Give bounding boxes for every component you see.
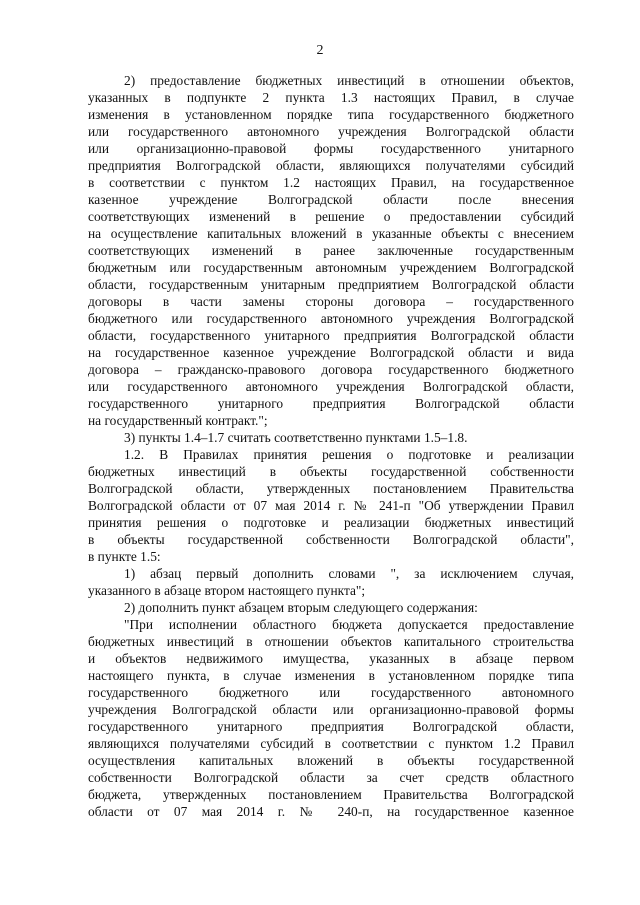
page-number: 2 [316, 43, 324, 58]
text-line: в пункте 1.5: [88, 549, 161, 564]
text-line: Волгоградской области от 07 мая 2014 г. № 241-п "Об утверждении Правил [88, 498, 574, 513]
text-line: собственности Волгоградской области за счет средств областного [88, 770, 574, 785]
text-line: и объектов недвижимого имущества, указанных в абзаце первом [88, 651, 574, 666]
text-line: государственного бюджетного или государственного автономного [88, 685, 574, 700]
document-body [88, 72, 574, 820]
text-line: казенное учреждение Волгоградской области после внесения [88, 192, 574, 207]
text-line: 2) дополнить пункт абзацем вторым следующего содержания: [124, 600, 478, 615]
text-line: в соответствии с пунктом 1.2 настоящих Правил, на государственное [88, 175, 574, 190]
text-line: Волгоградской области, утвержденных постановлением Правительства [88, 481, 574, 496]
text-line: бюджетным или государственным автономным учреждением Волгоградской [88, 260, 574, 275]
text-line: являющихся получателями субсидий в соответствии с пунктом 1.2 Правил [88, 736, 574, 751]
text-line: 3) пункты 1.4–1.7 считать соответственно пунктами 1.5–1.8. [124, 430, 468, 445]
text-line: 2) предоставление бюджетных инвестиций в отношении объектов, [124, 73, 574, 88]
text-line: в объекты государственной собственности Волгоградской области", [88, 532, 574, 547]
text-line: принятия решения о подготовке и реализации бюджетных инвестиций [88, 515, 574, 530]
text-line: или организационно-правовой формы государственного унитарного [88, 141, 574, 156]
text-line: настоящего пункта, в случае изменения в установленном порядке типа [88, 668, 574, 683]
text-line: "При исполнении областного бюджета допускается предоставление [124, 617, 574, 632]
text-line: или государственного автономного учреждения Волгоградской области [88, 124, 574, 139]
text-line: 1.2. В Правилах принятия решения о подготовке и реализации [124, 447, 574, 462]
text-line: бюджетных инвестиций в объекты государственной собственности [88, 464, 574, 479]
text-line: соответствующих изменений в ранее заключенные государственным [88, 243, 574, 258]
text-line: области от 07 мая 2014 г. № 240-п, на государственное казенное [88, 804, 574, 819]
text-line: бюджетного или государственного автономного учреждения Волгоградской [88, 311, 574, 326]
text-line: осуществления капитальных вложений в объекты государственной [88, 753, 574, 768]
text-line: государственного унитарного предприятия Волгоградской области, [88, 719, 574, 734]
text-line: изменения в установленном порядке типа государственного бюджетного [88, 107, 574, 122]
text-line: соответствующих изменений в решение о предоставлении субсидий [88, 209, 574, 224]
text-line: указанных в подпункте 2 пункта 1.3 настоящих Правил, в случае [88, 90, 574, 105]
text-line: бюджетных инвестиций в отношении объектов капитального строительства [88, 634, 574, 649]
text-line: указанного в абзаце втором настоящего пункта"; [88, 583, 366, 598]
text-line: государственного унитарного предприятия Волгоградской области [88, 396, 574, 411]
text-line: учреждения Волгоградской области или организационно-правовой формы [88, 702, 574, 717]
text-line: договора – гражданско-правового договора государственного бюджетного [88, 362, 574, 377]
text-line: договоры в части замены стороны договора – государственного [88, 294, 574, 309]
text-line: предприятия Волгоградской области, являющихся получателями субсидий [88, 158, 574, 173]
text-line: на государственное казенное учреждение Волгоградской области и вида [88, 345, 574, 360]
text-line: или государственного автономного учреждения Волгоградской области, [88, 379, 574, 394]
text-line: области, государственного унитарного предприятия Волгоградской области [88, 328, 574, 343]
text-line: на государственный контракт."; [88, 413, 268, 428]
text-line: бюджета, утвержденных постановлением Правительства Волгоградской [88, 787, 574, 802]
text-line: 1) абзац первый дополнить словами ", за исключением случая, [124, 566, 574, 581]
text-line: на осуществление капитальных вложений в указанные объекты с внесением [88, 226, 574, 241]
text-line: области, государственным унитарным предприятием Волгоградской области [88, 277, 574, 292]
